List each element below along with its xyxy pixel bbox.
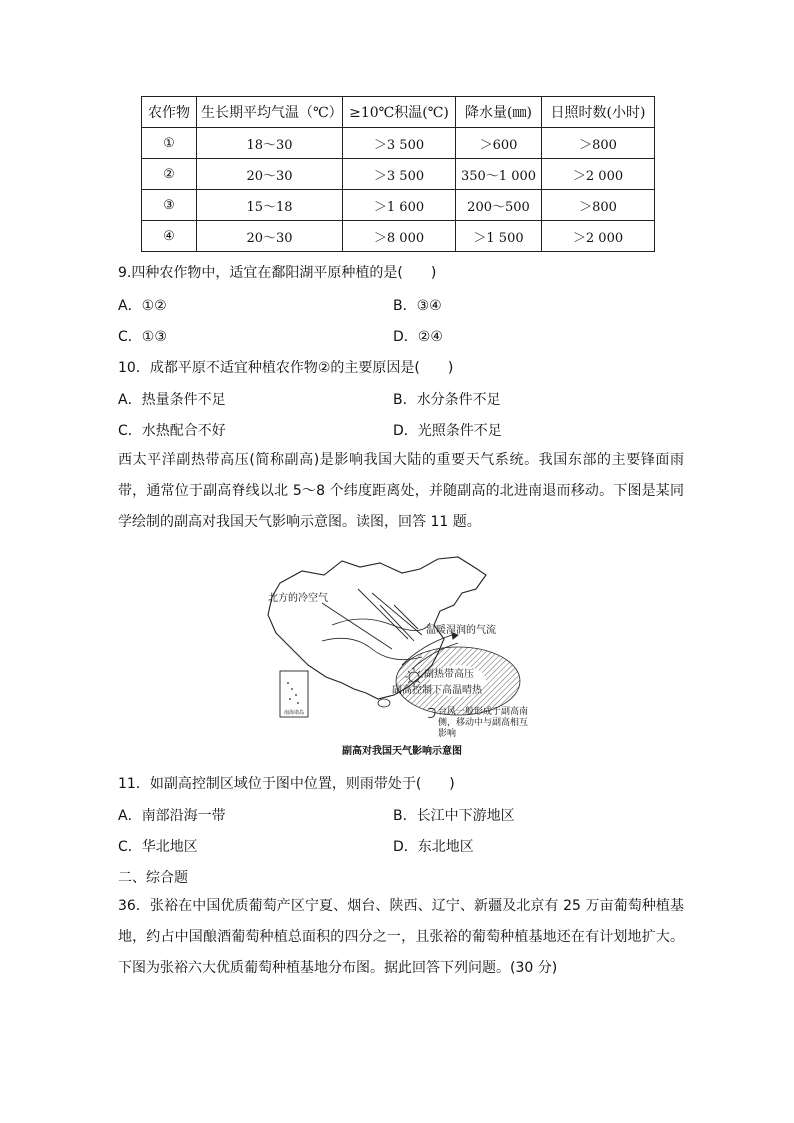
q10-option-d: D．光照条件不足 xyxy=(393,423,502,439)
table-cell: 20～30 xyxy=(197,159,343,190)
table-row xyxy=(142,221,655,252)
table-row xyxy=(142,190,655,221)
table-header-cell: 日照时数(小时) xyxy=(542,97,655,128)
inset-label: 南海诸岛 xyxy=(283,710,305,716)
table-cell: 15～18 xyxy=(197,190,343,221)
table-header-cell: 生长期平均气温（℃） xyxy=(197,97,343,128)
table-row xyxy=(142,159,655,190)
question-36-stem: 36．张裕在中国优质葡萄产区宁夏、烟台、陕西、辽宁、新疆及北京有 25 万亩葡萄种植基地，约占中国酿酒葡萄种植总面积的四分之一，且张裕的葡萄种植基地还在有计划地扩大。下图为张裕六大优质葡萄种植基地分布图。据此回答下列问题。(30 分) xyxy=(118,898,684,976)
table-cell: 18～30 xyxy=(197,128,343,159)
subtropical-high-label: 副热带高压 xyxy=(424,669,474,680)
table-cell: 20～30 xyxy=(197,221,343,252)
question-11-stem: 11．如副高控制区域位于图中位置，则雨带处于( ) xyxy=(118,776,455,792)
typhoon-label-line1: 台风一般形成于副高南 xyxy=(438,707,529,717)
crop-climate-table xyxy=(141,96,655,252)
table-cell: ② xyxy=(142,159,197,190)
cold-air-label: 北方的冷空气 xyxy=(268,593,328,604)
table-cell: ＞2 000 xyxy=(542,221,655,252)
q11-option-c: C．华北地区 xyxy=(118,839,198,855)
table-cell: ④ xyxy=(142,221,197,252)
q11-option-a: A．南部沿海一带 xyxy=(118,808,226,824)
table-cell: ＞800 xyxy=(542,190,655,221)
table-cell: ＞800 xyxy=(542,128,655,159)
q11-option-d: D．东北地区 xyxy=(393,839,474,855)
table-cell: ＞600 xyxy=(456,128,542,159)
table-header-cell: 降水量(㎜) xyxy=(456,97,542,128)
map-caption: 副高对我国天气影响示意图 xyxy=(342,746,462,757)
table-cell: ＞3 500 xyxy=(343,128,456,159)
table-cell: ＞3 500 xyxy=(343,159,456,190)
table-row xyxy=(142,128,655,159)
section-heading: 二、综合题 xyxy=(118,870,188,886)
q9-option-b: B．③④ xyxy=(393,298,442,314)
warm-flow-label: 温暖湿润的气流 xyxy=(426,625,496,636)
passage-subtropical-high: 西太平洋副热带高压(简称副高)是影响我国大陆的重要天气系统。我国东部的主要锋面雨带，通常位于副高脊线以北 5～8 个纬度距离处，并随副高的北进南退而移动。下图是某同学绘制的副高对我国天气影响示意图。读图，回答 11 题。 xyxy=(118,452,684,530)
table-cell: ① xyxy=(142,128,197,159)
q10-option-b: B．水分条件不足 xyxy=(393,392,501,408)
typhoon-label-line2: 侧，移动中与副高相互 xyxy=(438,718,529,728)
q11-option-b: B．长江中下游地区 xyxy=(393,808,515,824)
table-header-row xyxy=(142,97,655,128)
typhoon-label-line3: 影响 xyxy=(438,729,457,739)
q9-option-d: D．②④ xyxy=(393,329,443,345)
table-header-cell: ≥10℃积温(℃) xyxy=(343,97,456,128)
q10-option-a: A．热量条件不足 xyxy=(118,392,226,408)
question-9-stem: 9.四种农作物中，适宜在鄱阳湖平原种植的是( ) xyxy=(118,265,437,281)
q9-option-c: C．①③ xyxy=(118,329,167,345)
subtropical-high-map xyxy=(262,553,542,758)
controlled-weather-label: 副高控制下高温晴热 xyxy=(392,685,482,696)
table-cell: ＞1 600 xyxy=(343,190,456,221)
table-cell: ＞8 000 xyxy=(343,221,456,252)
q10-option-c: C．水热配合不好 xyxy=(118,423,226,439)
table-cell: ＞1 500 xyxy=(456,221,542,252)
table-cell: ③ xyxy=(142,190,197,221)
table-cell: 200～500 xyxy=(456,190,542,221)
q9-option-a: A．①② xyxy=(118,298,167,314)
table-cell: 350～1 000 xyxy=(456,159,542,190)
table-cell: ＞2 000 xyxy=(542,159,655,190)
question-10-stem: 10．成都平原不适宜种植农作物②的主要原因是( ) xyxy=(118,360,454,376)
table-header-cell: 农作物 xyxy=(142,97,197,128)
